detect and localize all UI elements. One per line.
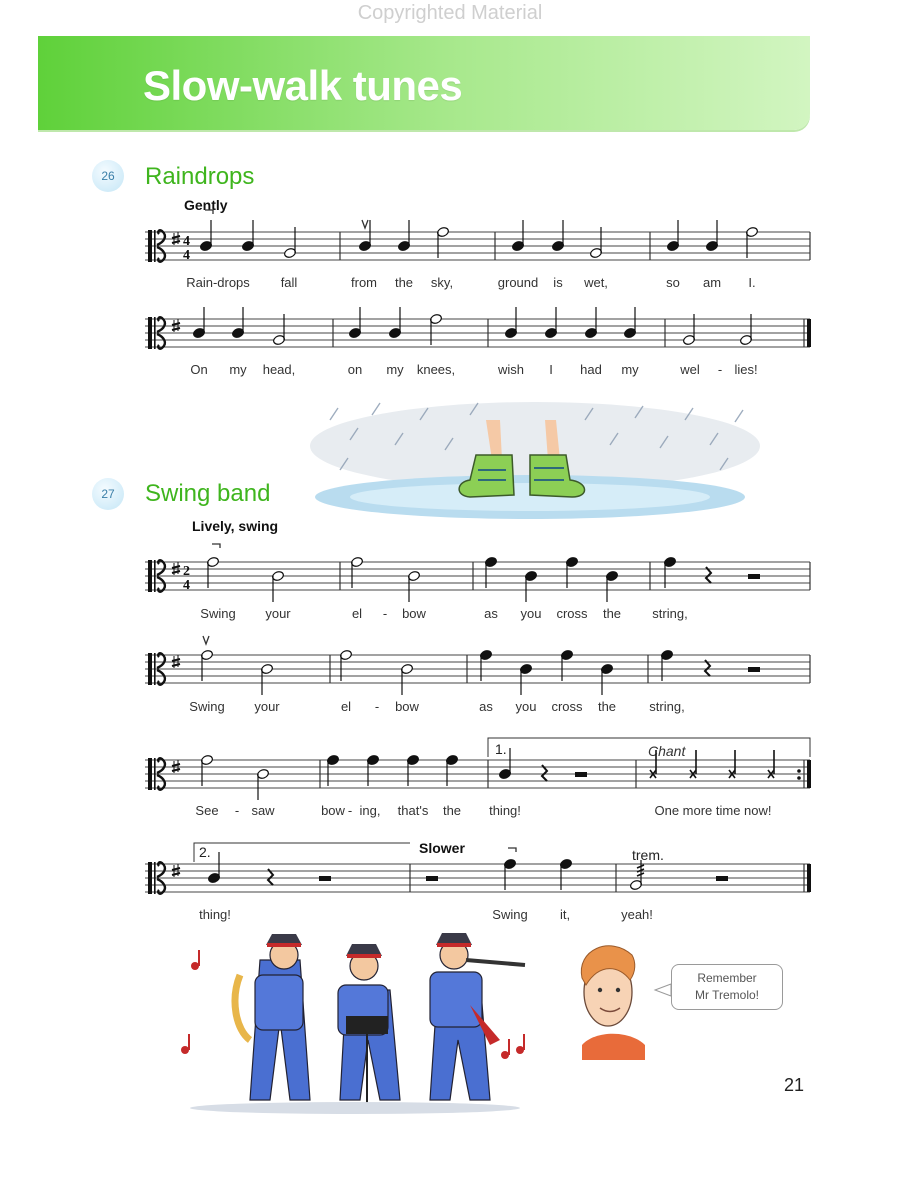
lyric: el [351,606,363,621]
page-number: 21 [784,1075,805,1095]
tune-title: Raindrops [145,163,255,190]
lyric: knees, [416,362,456,377]
svg-text:4: 4 [183,248,190,263]
lyric: I. [748,275,756,290]
lyric: wel [680,362,700,377]
lyric: my [621,362,639,377]
lyric: cross [556,606,588,621]
tempo-marking: Lively, swing [192,518,279,534]
lyric: as [479,699,493,714]
lyric: - [717,362,723,377]
lyric: - [234,803,240,818]
lyric: saw [251,803,275,818]
lyric: fall [280,275,298,290]
lyric: bow [402,606,426,621]
lyric: the [602,606,622,621]
staff-lines [145,232,810,892]
speech-line: Remember [697,971,757,985]
lyric: - [382,606,388,621]
lyric: string, [652,606,688,621]
lyric: you [520,606,542,621]
lyric: Rain-drops [186,275,250,290]
tempo-marking: Gently [184,197,228,213]
lyric: ground [497,275,539,290]
lyric: the [442,803,462,818]
lyric: lies! [734,362,758,377]
lyric: so [666,275,680,290]
lyric: cross [551,699,583,714]
lyric: I [549,362,553,377]
lyric: from [351,275,377,290]
lyric: your [265,606,291,621]
speech-line: Mr Tremolo! [694,988,759,1002]
tune-number-badge: 26 [92,160,124,192]
lyric: Swing [189,699,225,714]
lyric: thing! [199,907,231,922]
lyric: am [702,275,722,290]
lyric: Swing [200,606,236,621]
lyric: Swing [492,907,528,922]
lyric: on [347,362,363,377]
lyric: that's [397,803,429,818]
lyric: One more time now! [654,803,772,818]
lyric: wish [497,362,525,377]
lyric: as [484,606,498,621]
tremolo-label: trem. [632,847,664,863]
lyric: sky, [430,275,454,290]
svg-text:2: 2 [183,564,190,579]
volta-second-label: 2. [199,844,211,860]
tune-number-badge: 27 [92,478,124,510]
lyric: See [195,803,219,818]
lyric: On [190,362,208,377]
lyric: your [254,699,280,714]
band-musicians-icon [181,933,525,1114]
lyric: my [386,362,404,377]
lyric: the [597,699,617,714]
lyric: bow [395,699,419,714]
tempo-change-label: Slower [419,840,465,856]
lyric: is [553,275,563,290]
svg-text:4: 4 [183,234,190,249]
chant-label: Chant [648,743,686,759]
lyric: head, [262,362,296,377]
lyric: you [515,699,537,714]
wellies-in-puddle-icon [310,402,760,519]
tune-title: Swing band [145,480,271,507]
lyric: wet, [584,275,608,290]
lyric: ing, [359,803,381,818]
lyric: my [229,362,247,377]
lyric: yeah! [621,907,653,922]
page-title: Slow-walk tunes [143,62,463,109]
lyric: el [340,699,352,714]
lyric: the [394,275,414,290]
lyric: - [374,699,380,714]
lyric: had [580,362,602,377]
lyric: - [347,803,353,818]
svg-text:4: 4 [183,578,190,593]
watermark: Copyrighted Material [357,2,543,24]
lyric: it, [559,907,571,922]
volta-first-label: 1. [495,741,507,757]
lyric: thing! [489,803,521,818]
lyric: string, [649,699,685,714]
boy-face-icon [581,946,671,1060]
lyric: bow [321,803,345,818]
